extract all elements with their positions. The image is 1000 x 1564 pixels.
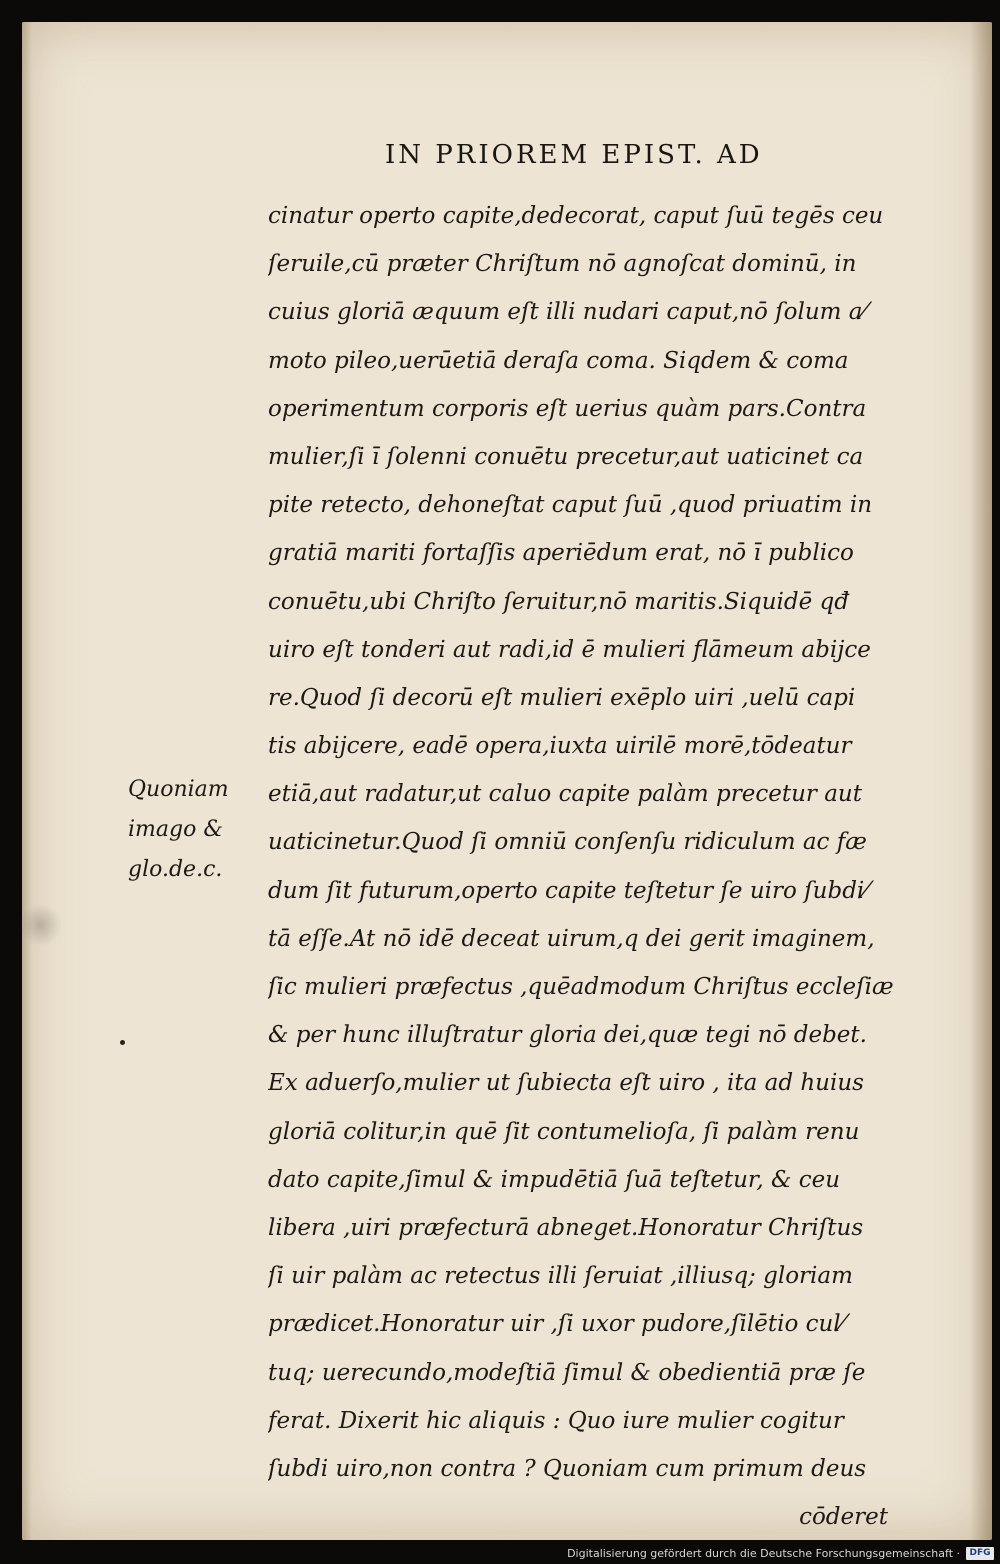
text-line: dato capite,ſimul & impudētiā ſuā teſtetur, & ceu	[268, 1166, 841, 1193]
text-line: conuētu,ubi Chriſto ſeruitur,nō maritis.Siquidē qđ	[268, 588, 849, 615]
marginal-note	[128, 770, 258, 890]
text-line: Ex aduerſo,mulier ut ſubiecta eſt uiro , ita ad huius	[268, 1070, 864, 1097]
text-line: ſubdi uiro,non contra ? Quoniam cum primum deus	[268, 1455, 867, 1482]
running-head: IN PRIOREM EPIST. AD	[385, 140, 763, 170]
text-line: pite retecto, dehoneſtat caput ſuū ,quod priuatim in	[268, 492, 873, 519]
text-line: gratiā mariti fortaſſis aperiēdum erat, nō ī publico	[268, 540, 854, 567]
funding-credit: Digitalisierung gefördert durch die Deutsche Forschungsgemeinschaft ·	[567, 1547, 960, 1560]
marginal-note-line: imago &	[128, 817, 223, 842]
text-line: cinatur operto capite,dedecorat, caput ſuū tegēs ceu	[268, 203, 884, 229]
ink-dot	[120, 1040, 125, 1045]
catchword: cōderet	[799, 1504, 888, 1531]
text-line: operimentum corporis eſt uerius quàm pars.Contra	[268, 395, 867, 422]
text-line: tuq; uerecundo,modeſtiā ſimul & obedientiā præ ſe	[268, 1359, 866, 1386]
text-line: uaticinetur.Quod ſi omniū conſenſu ridiculum ac fæ	[268, 829, 867, 856]
text-line: ſeruile,cū præter Chriſtum nō agnoſcat dominū, in	[268, 251, 857, 278]
text-line: libera ,uiri præfecturā abneget.Honoratur Chriſtus	[268, 1214, 864, 1241]
page-edge-shadow-right	[970, 22, 992, 1540]
text-line: moto pileo,uerūetiā deraſa coma. Siqdem & coma	[268, 347, 849, 374]
text-line: etiā,aut radatur,ut caluo capite palàm precetur aut	[268, 781, 862, 808]
text-line: mulier,ſi ī ſolenni conuētu precetur,aut uaticinet ca	[268, 443, 864, 470]
footer-band	[0, 1542, 1000, 1564]
text-line: gloriā colitur,in quē ſit contumelioſa, ſi palàm renu	[268, 1118, 860, 1145]
marginal-note-line: glo.de.c.	[128, 857, 223, 882]
text-line: dum ſit futurum,operto capite teſtetur ſe uiro ſubdi⁄	[268, 877, 869, 904]
text-line: cuius gloriā æquum eſt illi nudari caput,nō ſolum a⁄	[268, 299, 867, 326]
text-line: & per hunc illuſtratur gloria dei,quæ tegi nō debet.	[268, 1022, 867, 1049]
text-line: prædicet.Honoratur uir ,ſi uxor pudore,ſilētio cul⁄	[268, 1311, 845, 1338]
text-line: tis abijcere, eadē opera,iuxta uirilē morē,tōdeatur	[268, 733, 852, 760]
text-line: ſi uir palàm ac retectus illi ſeruiat ,illiusq; gloriam	[268, 1263, 853, 1290]
text-line: tā eſſe.At nō idē deceat uirum,q dei gerit imaginem,	[268, 925, 875, 952]
text-line: re.Quod ſi decorū eſt mulieri exēplo uiri ,uelū capi	[268, 684, 856, 711]
text-line: ferat. Dixerit hic aliquis : Quo iure mulier cogitur	[268, 1407, 844, 1434]
text-line: uiro eſt tonderi aut radi,id ē mulieri flāmeum abijce	[268, 636, 871, 663]
text-line: ſic mulieri præfectus ,quēadmodum Chriſtus eccleſiæ	[268, 974, 894, 1000]
ink-smudge	[18, 905, 63, 945]
marginal-note-line: Quoniam	[128, 777, 229, 802]
dfg-logo: DFG	[966, 1547, 994, 1560]
main-text-block	[268, 192, 928, 1541]
page-edge-shadow-left	[22, 22, 32, 1540]
